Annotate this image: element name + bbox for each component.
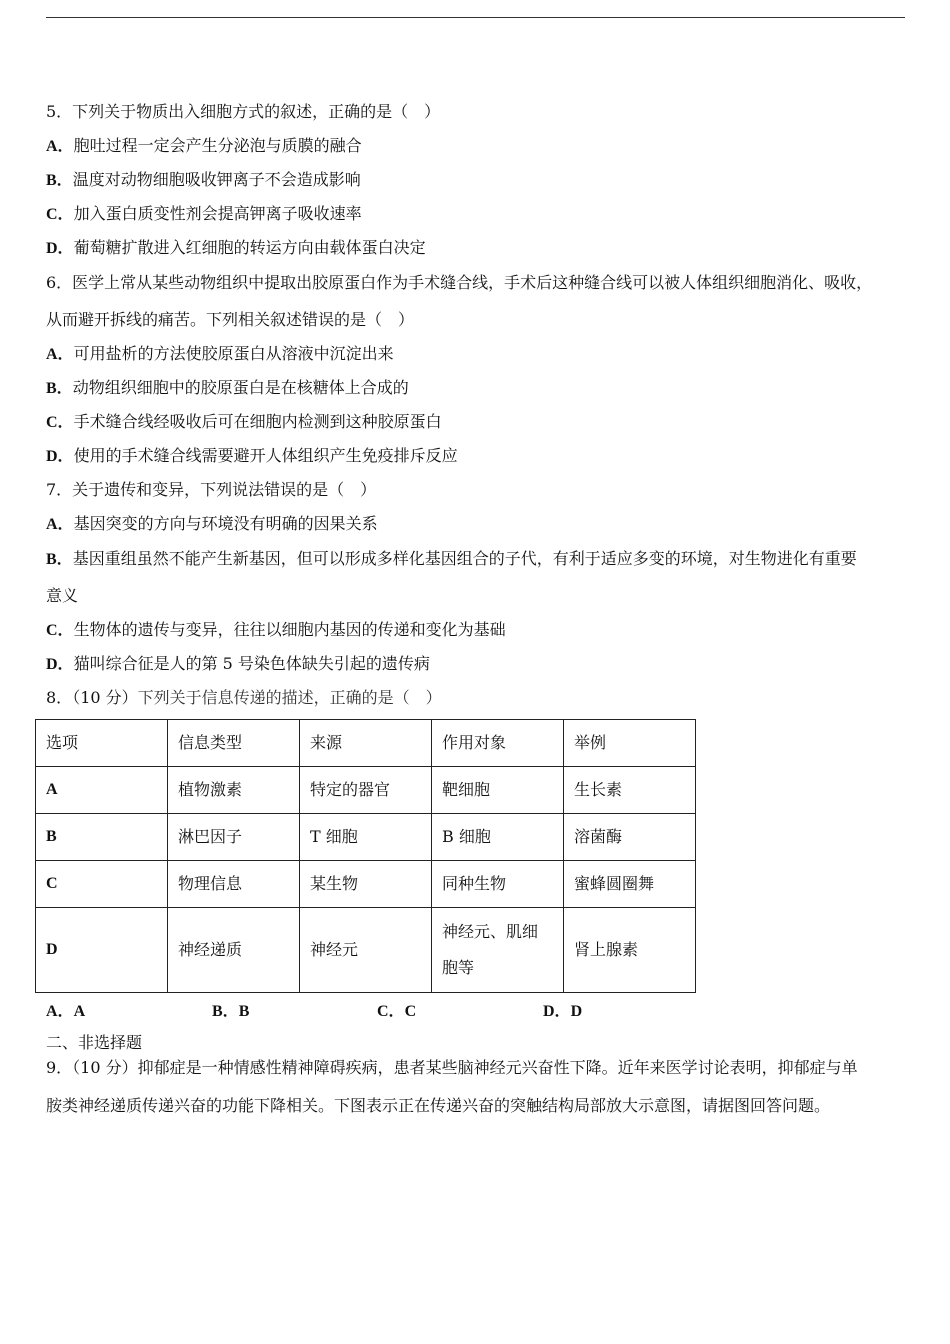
table-row [36, 767, 696, 814]
option-text: A [73, 1003, 86, 1020]
option-text: D [570, 1003, 583, 1020]
q8-answer-a[interactable] [46, 998, 85, 1021]
option-text: 加入蛋白质变性剂会提高钾离子吸收速率 [73, 204, 362, 223]
option-letter: C． [46, 622, 74, 639]
option-text: B [238, 1003, 250, 1020]
table-cell: T 细胞 [300, 814, 432, 861]
table-cell: 物理信息 [168, 861, 300, 908]
option-text: 温度对动物细胞吸收钾离子不会造成影响 [72, 170, 361, 189]
table-cell: 神经元 [300, 908, 432, 993]
q6-option-c[interactable] [46, 412, 442, 433]
table-cell: 特定的器官 [300, 767, 432, 814]
q8-stem [46, 688, 442, 708]
table-cell: 植物激素 [168, 767, 300, 814]
q8-answer-d[interactable] [543, 998, 582, 1021]
option-letter: C． [46, 206, 74, 223]
option-text: 可用盐析的方法使胶原蛋白从溶液中沉淀出来 [73, 344, 394, 363]
table-header-cell: 作用对象 [432, 720, 564, 767]
question-text: 下列关于信息传递的描述，正确的是（ ） [137, 688, 442, 707]
q5-option-a[interactable] [46, 136, 362, 157]
q5-stem: 5．下列关于物质出入细胞方式的叙述，正确的是（ ） [46, 102, 441, 121]
table-cell: 蜜蜂圆圈舞 [564, 861, 696, 908]
table-cell: B [36, 814, 168, 861]
q7-option-b[interactable] [46, 549, 857, 570]
table-cell: 溶菌酶 [564, 814, 696, 861]
table-cell: C [36, 861, 168, 908]
option-text: 猫叫综合征是人的第 5 号染色体缺失引起的遗传病 [73, 654, 430, 673]
option-text: 胞吐过程一定会产生分泌泡与质膜的融合 [73, 136, 362, 155]
option-text: 手术缝合线经吸收后可在细胞内检测到这种胶原蛋白 [73, 412, 442, 431]
q7-option-c[interactable] [46, 620, 506, 641]
q7-option-b-continued: 意义 [46, 586, 79, 605]
option-letter: A． [46, 516, 74, 533]
q6-stem-line2: 从而避开拆线的痛苦。下列相关叙述错误的是（ ） [46, 310, 415, 329]
option-letter: A． [46, 138, 74, 155]
option-letter: B． [46, 172, 73, 189]
table-header-cell: 来源 [300, 720, 432, 767]
option-letter: B． [212, 1003, 239, 1020]
option-letter: B． [46, 380, 73, 397]
q6-option-a[interactable] [46, 344, 394, 365]
table-cell: 生长素 [564, 767, 696, 814]
table-cell: D [36, 908, 168, 993]
option-text: 使用的手术缝合线需要避开人体组织产生免疫排斥反应 [73, 446, 458, 465]
table-header-cell: 信息类型 [168, 720, 300, 767]
table-header-row [36, 720, 696, 767]
table-cell: 某生物 [300, 861, 432, 908]
q6-option-b[interactable] [46, 378, 409, 399]
table-header-cell: 举例 [564, 720, 696, 767]
header-rule [46, 17, 905, 18]
q9-stem-line2: 胺类神经递质传递兴奋的功能下降相关。下图表示正在传递兴奋的突触结构局部放大示意图，请据图回答问题。 [46, 1096, 831, 1115]
table-cell: 神经递质 [168, 908, 300, 993]
option-letter: D． [46, 448, 74, 465]
q7-stem: 7．关于遗传和变异，下列说法错误的是（ ） [46, 480, 377, 499]
question-points: （10 分） [72, 688, 138, 707]
table-cell: B 细胞 [432, 814, 564, 861]
option-text: 葡萄糖扩散进入红细胞的转运方向由载体蛋白决定 [73, 238, 426, 257]
question-number: 8． [46, 688, 73, 707]
option-letter: B． [46, 551, 73, 568]
option-letter: D． [46, 656, 74, 673]
q8-answer-c[interactable] [377, 998, 416, 1021]
table-header-cell: 选项 [36, 720, 168, 767]
option-text: 基因突变的方向与环境没有明确的因果关系 [73, 514, 378, 533]
table-cell: A [36, 767, 168, 814]
table-cell: 淋巴因子 [168, 814, 300, 861]
option-letter: D． [46, 240, 74, 257]
table-row [36, 908, 696, 993]
q8-table [35, 719, 696, 993]
table-cell: 肾上腺素 [564, 908, 696, 993]
q5-option-c[interactable] [46, 204, 362, 225]
option-letter: A． [46, 1003, 74, 1020]
q8-answer-b[interactable] [212, 998, 249, 1021]
option-text: C [404, 1003, 417, 1020]
table-row [36, 814, 696, 861]
table-cell: 神经元、肌细胞等 [432, 908, 564, 993]
table-cell: 靶细胞 [432, 767, 564, 814]
option-letter: D． [543, 1003, 571, 1020]
option-text: 动物组织细胞中的胶原蛋白是在核糖体上合成的 [72, 378, 409, 397]
q5-option-b[interactable] [46, 170, 361, 191]
section-heading: 二、非选择题 [46, 1033, 143, 1052]
option-text: 生物体的遗传与变异，往往以细胞内基因的传递和变化为基础 [73, 620, 506, 639]
q7-option-d[interactable] [46, 654, 430, 675]
table-row [36, 861, 696, 908]
option-letter: C． [377, 1003, 405, 1020]
option-letter: C． [46, 414, 74, 431]
option-text: 基因重组虽然不能产生新基因，但可以形成多样化基因组合的子代，有利于适应多变的环境，对生物进化有重要 [72, 549, 857, 568]
q6-option-d[interactable] [46, 446, 458, 467]
table-cell: 同种生物 [432, 861, 564, 908]
q7-option-a[interactable] [46, 514, 378, 535]
option-letter: A． [46, 346, 74, 363]
q9-stem-line1: 9．（10 分）抑郁症是一种情感性精神障碍疾病，患者某些脑神经元兴奋性下降。近年来医学讨论表明，抑郁症与单 [46, 1058, 858, 1077]
q5-option-d[interactable] [46, 238, 426, 259]
q6-stem-line1: 6．医学上常从某些动物组织中提取出胶原蛋白作为手术缝合线，手术后这种缝合线可以被人体组织细胞消化、吸收， [46, 273, 873, 292]
